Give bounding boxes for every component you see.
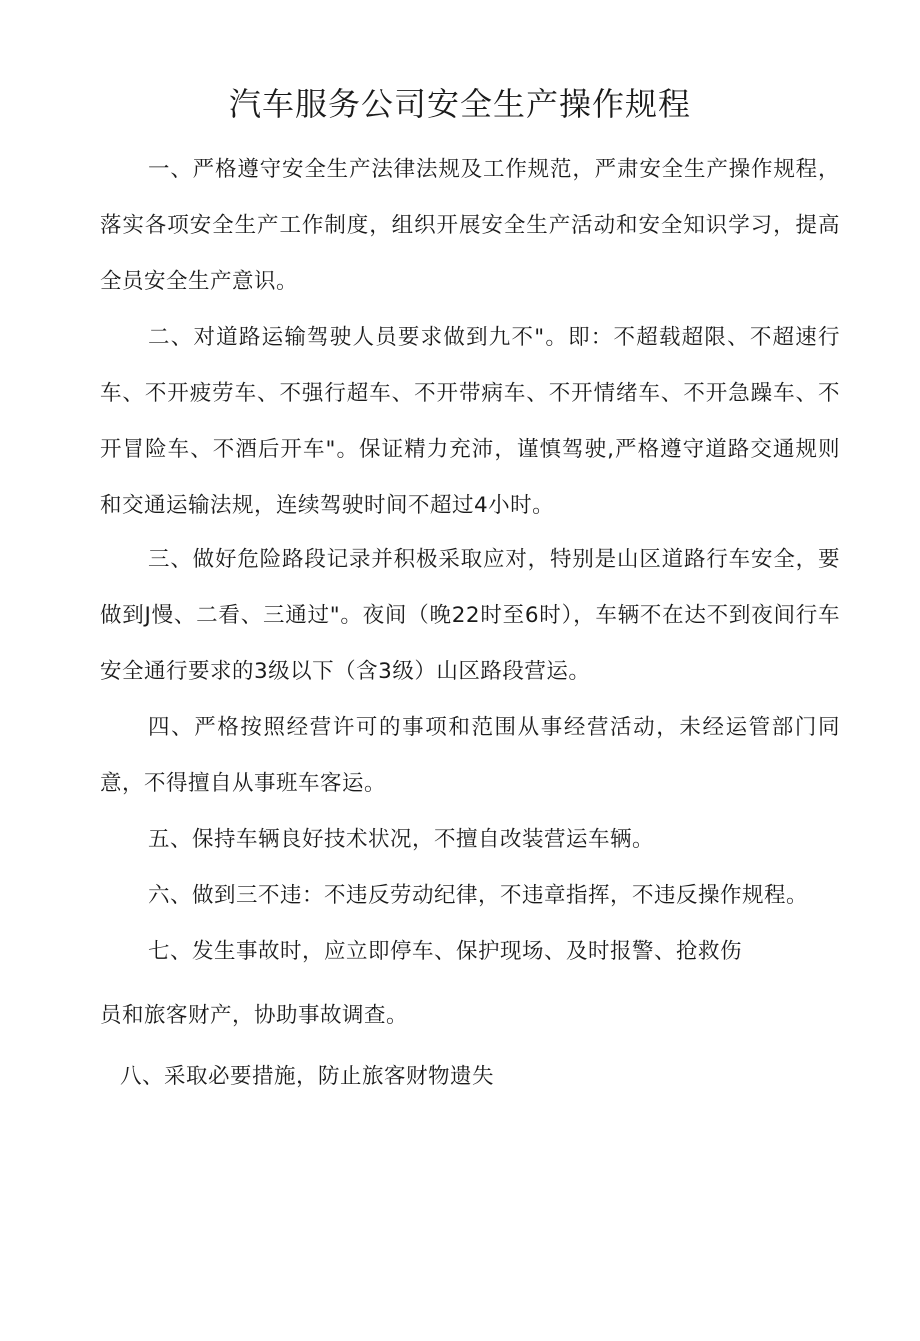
document-title: 汽车服务公司安全生产操作规程 xyxy=(228,85,691,123)
paragraph-2: 二、对道路运输驾驶人员要求做到九不"。即：不超载超限、不超速行车、不开疲劳车、不强行超车、不开带病车、不开情绪车、不开急躁车、不开冒险车、不酒后开车"。保证精力充沛，谨慎驾驶,严格遵守道路交通规则和交通运输法规，连续驾驶时间不超过4小时。 xyxy=(100,325,840,518)
paragraph-3: 三、做好危险路段记录并积极采取应对，特别是山区道路行车安全，要做到J慢、二看、三通过"。夜间（晚22时至6时），车辆不在达不到夜间行车安全通行要求的3级以下（含3级）山区路段营运。 xyxy=(100,547,840,684)
paragraph-1: 一、严格遵守安全生产法律法规及工作规范，严肃安全生产操作规程，落实各项安全生产工作制度，组织开展安全生产活动和安全知识学习，提高全员安全生产意识。 xyxy=(100,157,840,294)
paragraph-8: 八、采取必要措施，防止旅客财物遗失 xyxy=(120,1064,495,1089)
paragraph-6: 六、做到三不违：不违反劳动纪律，不违章指挥，不违反操作规程。 xyxy=(148,883,809,908)
paragraph-5: 五、保持车辆良好技术状况，不擅自改装营运车辆。 xyxy=(148,827,655,852)
paragraph-7-line-2: 员和旅客财产，协助事故调查。 xyxy=(100,1003,409,1028)
paragraph-7-line-1: 七、发生事故时，应立即停车、保护现场、及时报警、抢救伤 xyxy=(148,939,743,964)
paragraph-4: 四、严格按照经营许可的事项和范围从事经营活动，未经运管部门同意，不得擅自从事班车客运。 xyxy=(100,715,840,796)
